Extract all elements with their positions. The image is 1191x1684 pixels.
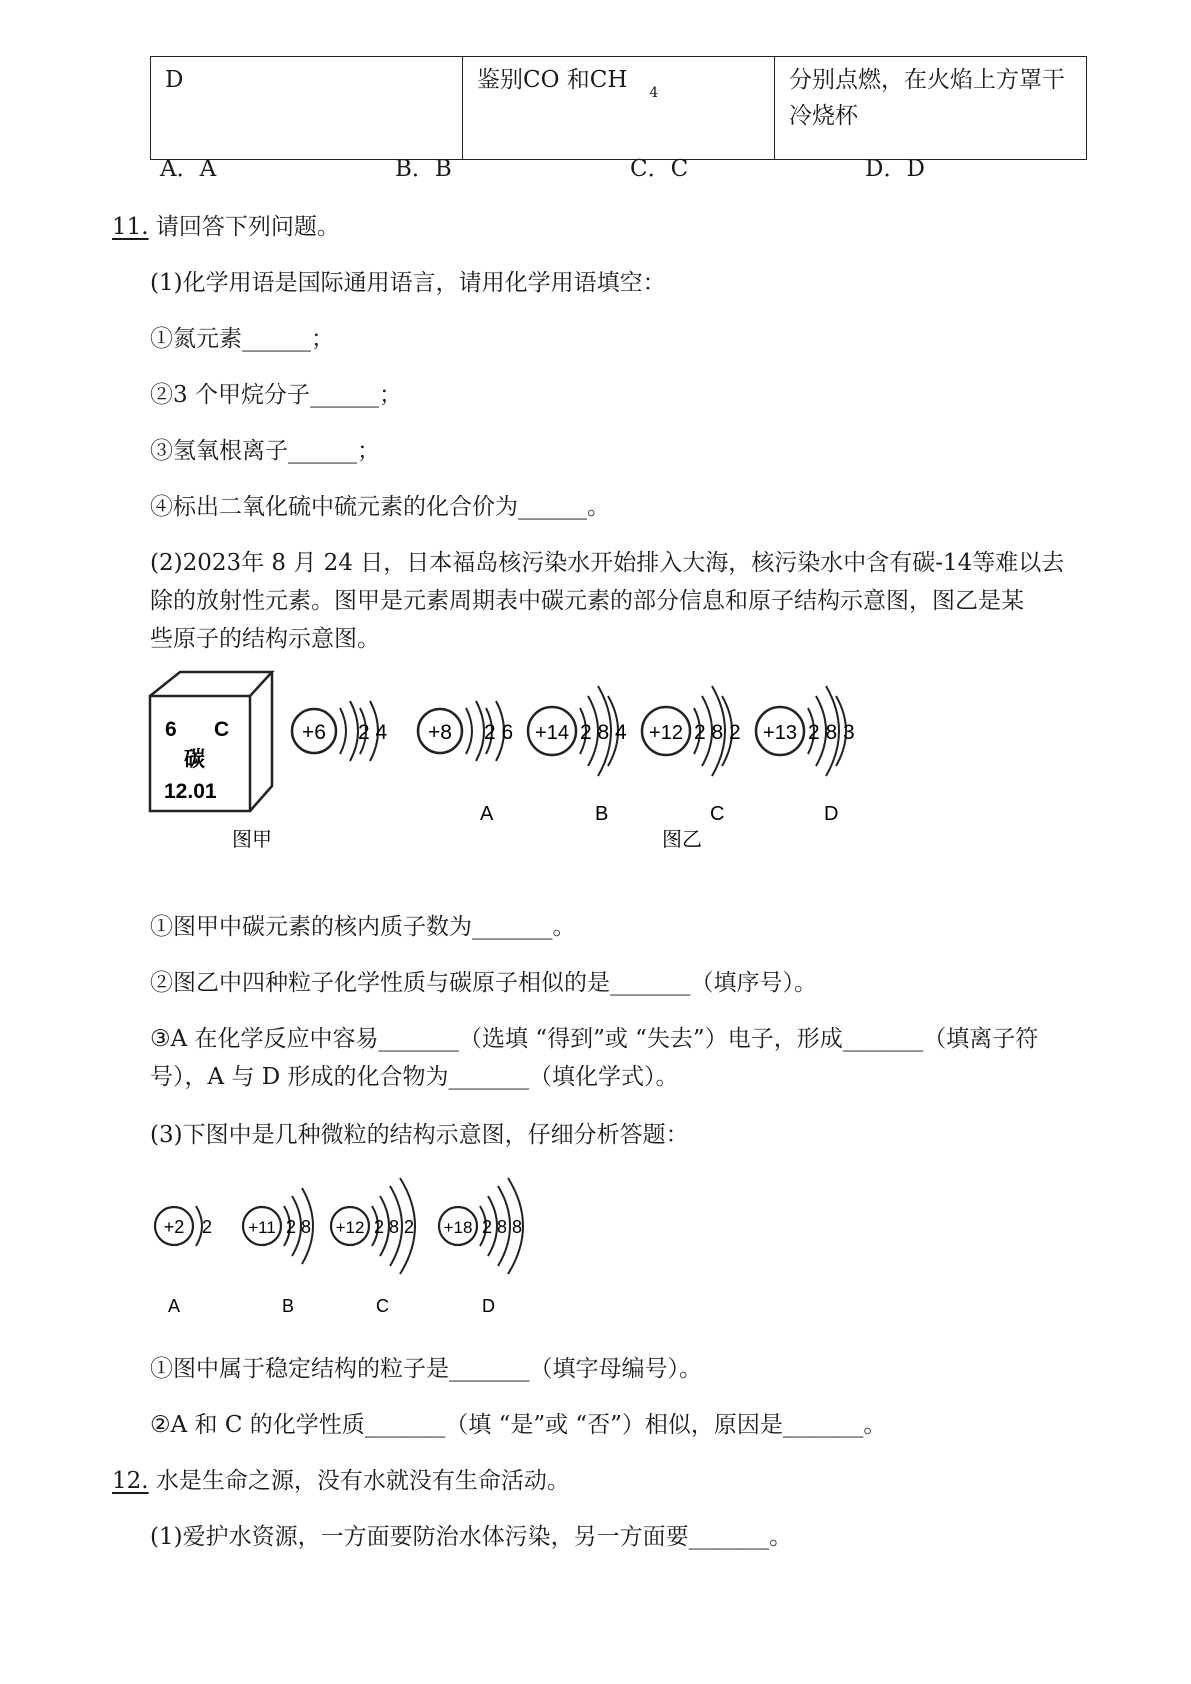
particle-a-shells: 2 bbox=[202, 1217, 213, 1237]
particle-a-nucleus: +2 bbox=[163, 1217, 185, 1237]
q11-part3-item-2: ②A 和 C 的化学性质_______（填 “是”或 “否”）相似，原因是_______。 bbox=[150, 1412, 887, 1438]
question-number: 11. bbox=[112, 214, 149, 240]
question-11-header bbox=[112, 208, 340, 241]
choice-a[interactable]: A．A bbox=[160, 156, 217, 182]
q11-part1-item-1: ①氮元素______； bbox=[150, 326, 334, 352]
particle-b-nucleus: +11 bbox=[248, 1218, 276, 1237]
particle-d-nucleus: +18 bbox=[443, 1218, 473, 1237]
figure-atom-structures-1 bbox=[140, 668, 940, 858]
atom-a-diagram bbox=[418, 701, 513, 761]
particle-c-nucleus: +12 bbox=[335, 1218, 365, 1237]
table-row bbox=[151, 57, 1087, 160]
atom-c-label: C bbox=[710, 803, 725, 825]
figure-caption-left: 图甲 bbox=[232, 829, 272, 851]
question-number: 12. bbox=[112, 1468, 149, 1494]
atom-a-nucleus: +8 bbox=[428, 721, 452, 744]
figure-caption-right: 图乙 bbox=[662, 829, 702, 851]
q12-part1: (1)爱护水资源，一方面要防治水体污染，另一方面要_______。 bbox=[150, 1524, 793, 1550]
q11-part1-intro: (1)化学用语是国际通用语言，请用化学用语填空： bbox=[150, 270, 666, 296]
atom-d-diagram bbox=[756, 686, 855, 776]
particle-d-diagram bbox=[439, 1178, 523, 1274]
options-table bbox=[150, 56, 1087, 160]
atom-d-label: D bbox=[824, 803, 839, 825]
atom-a-label: A bbox=[480, 803, 494, 825]
table-cell-label: D bbox=[151, 57, 463, 160]
question-12-header bbox=[112, 1462, 570, 1495]
element-mass: 12.01 bbox=[164, 780, 217, 803]
figure-atom-structures-2 bbox=[140, 1160, 580, 1320]
atom-b-label: B bbox=[595, 803, 609, 825]
choice-c[interactable]: C．C bbox=[630, 156, 689, 182]
table-cell-purpose bbox=[463, 57, 775, 160]
q11-part2-item-1: ①图甲中碳元素的核内质子数为_______。 bbox=[150, 914, 576, 940]
atom-c-nucleus: +12 bbox=[649, 722, 683, 744]
carbon-atom-diagram bbox=[292, 701, 388, 761]
atom-b-diagram bbox=[528, 686, 627, 776]
atom-c-shells: 2 8 2 bbox=[694, 721, 741, 744]
particle-d-label: D bbox=[482, 1296, 495, 1316]
particle-b-shells: 2 8 bbox=[286, 1217, 312, 1237]
q11-part2-item-3-cont: 号），A 与 D 形成的化合物为_______（填化学式）。 bbox=[150, 1064, 679, 1090]
particle-c-shells: 2 8 2 bbox=[374, 1217, 415, 1237]
table-cell-method: 分别点燃，在火焰上方罩干冷烧杯 bbox=[775, 57, 1087, 160]
element-symbol: C bbox=[214, 718, 230, 741]
particle-b-diagram bbox=[243, 1188, 313, 1264]
q11-part2-item-2: ②图乙中四种粒子化学性质与碳原子相似的是_______（填序号）。 bbox=[150, 970, 817, 996]
q11-part1-item-3: ③氢氧根离子______； bbox=[150, 438, 380, 464]
carbon-shells: 2 4 bbox=[358, 721, 388, 744]
carbon-nucleus: +6 bbox=[302, 721, 326, 744]
purpose-subscript: 4 bbox=[649, 85, 659, 101]
atom-c-diagram bbox=[642, 686, 741, 776]
particle-d-shells: 2 8 8 bbox=[482, 1217, 523, 1237]
atom-d-nucleus: +13 bbox=[763, 722, 797, 744]
q11-part1-item-4: ④标出二氧化硫中硫元素的化合价为______。 bbox=[150, 494, 610, 520]
q11-part3-intro: (3)下图中是几种微粒的结构示意图，仔细分析答题： bbox=[150, 1122, 689, 1148]
atom-b-shells: 2 8 4 bbox=[580, 721, 627, 744]
atom-a-shells: 2 6 bbox=[484, 721, 514, 744]
element-name: 碳 bbox=[184, 748, 205, 771]
particle-c-label: C bbox=[376, 1296, 389, 1316]
particle-b-label: B bbox=[282, 1296, 295, 1316]
particle-a-label: A bbox=[168, 1296, 181, 1316]
q11-part3-item-1: ①图中属于稳定结构的粒子是_______（填字母编号）。 bbox=[150, 1356, 702, 1382]
atom-d-shells: 2 8 3 bbox=[808, 721, 855, 744]
choice-b[interactable]: B．B bbox=[395, 156, 452, 182]
q11-part2-line-1: (2)2023年 8 月 24 日，日本福岛核污染水开始排入大海，核污染水中含有碳-14等难以去 bbox=[150, 550, 1065, 576]
question-stem: 请回答下列问题。 bbox=[155, 214, 340, 240]
element-number: 6 bbox=[165, 718, 177, 741]
question-stem: 水是生命之源，没有水就没有生命活动。 bbox=[155, 1468, 570, 1494]
particle-c-diagram bbox=[331, 1178, 415, 1274]
q11-part2-line-3: 些原子的结构示意图。 bbox=[150, 626, 380, 652]
q11-part2-line-2: 除的放射性元素。图甲是元素周期表中碳元素的部分信息和原子结构示意图，图乙是某 bbox=[150, 588, 1024, 614]
particle-a-diagram bbox=[155, 1206, 212, 1246]
q11-part2-item-3: ③A 在化学反应中容易_______（选填 “得到”或 “失去”）电子，形成_______（填离子符 bbox=[150, 1026, 1039, 1052]
purpose-text: 鉴别CO 和CH bbox=[477, 67, 628, 93]
q11-part1-item-2: ②3 个甲烷分子______； bbox=[150, 382, 402, 408]
choice-d[interactable]: D．D bbox=[865, 156, 925, 182]
atom-b-nucleus: +14 bbox=[535, 722, 569, 744]
